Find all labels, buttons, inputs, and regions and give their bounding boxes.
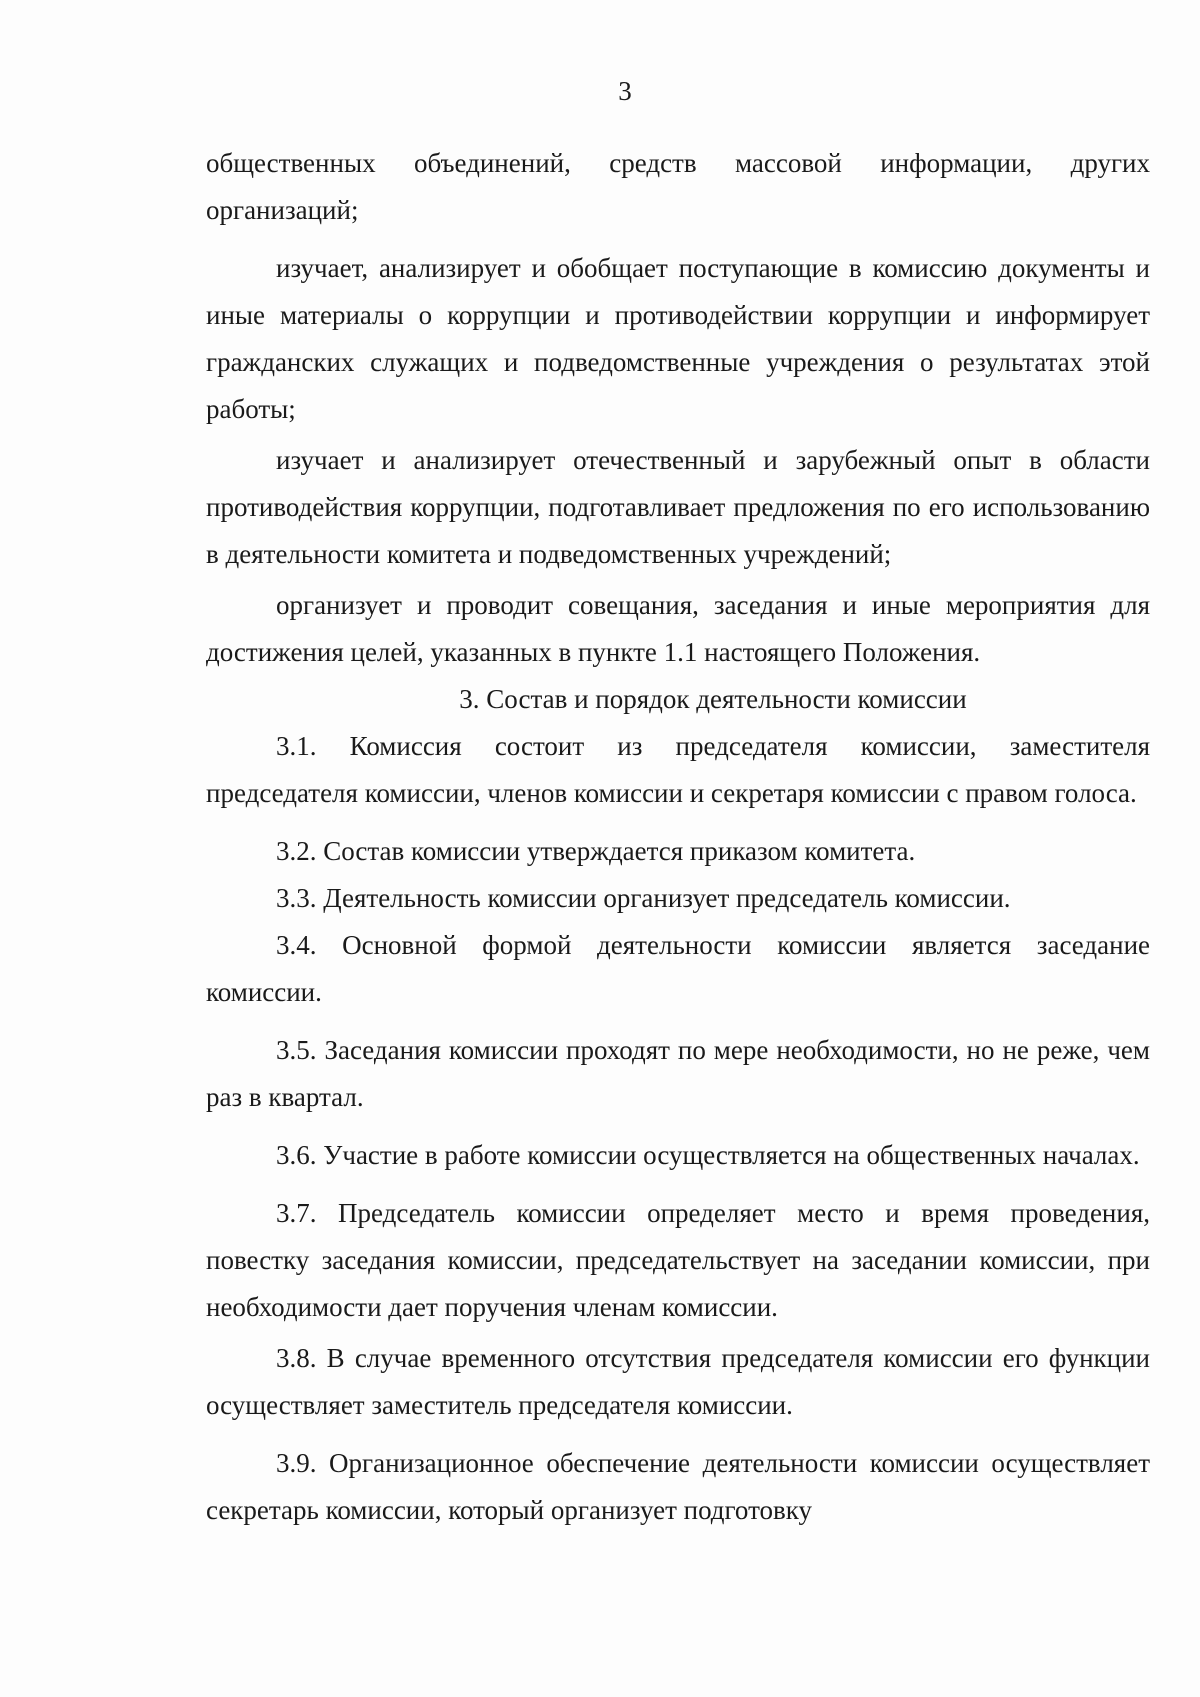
paragraph-studies-documents: изучает, анализирует и обобщает поступающие в комиссию документы и иные материалы о коррупции и противодействии коррупции и информирует гражданских служащих и подведомственные учреждения о результатах этой работы; — [206, 253, 1150, 424]
clause-3-7: 3.7. Председатель комиссии определяет место и время проведения, повестку заседания комиссии, председательствует на заседании комиссии, при необходимости дает поручения членам комиссии. — [206, 1198, 1150, 1322]
clause-3-2: 3.2. Состав комиссии утверждается приказом комитета. — [276, 836, 916, 866]
document-body — [206, 140, 1150, 1534]
page-number: 3 — [618, 76, 632, 106]
clause-3-9: 3.9. Организационное обеспечение деятельности комиссии осуществляет секретарь комиссии, который организует подготовку — [206, 1448, 1150, 1525]
section-heading: 3. Состав и порядок деятельности комиссии — [459, 684, 967, 714]
paragraph-organizes-meetings: организует и проводит совещания, заседания и иные мероприятия для достижения целей, указанных в пункте 1.1 настоящего Положения. — [206, 590, 1150, 667]
clause-3-5: 3.5. Заседания комиссии проходят по мере необходимости, но не реже, чем раз в квартал. — [206, 1035, 1150, 1112]
clause-3-1: 3.1. Комиссия состоит из председателя комиссии, заместителя председателя комиссии, членов комиссии и секретаря комиссии с правом голоса. — [206, 731, 1150, 808]
paragraph-studies-experience: изучает и анализирует отечественный и зарубежный опыт в области противодействия коррупции, подготавливает предложения по его использованию в деятельности комитета и подведомственных учреждений; — [206, 445, 1150, 569]
clause-3-4: 3.4. Основной формой деятельности комиссии является заседание комиссии. — [206, 930, 1150, 1007]
clause-3-3: 3.3. Деятельность комиссии организует председатель комиссии. — [276, 883, 1011, 913]
clause-3-6: 3.6. Участие в работе комиссии осуществляется на общественных началах. — [276, 1140, 1140, 1170]
paragraph-continuation: общественных объединений, средств массовой информации, других организаций; — [206, 148, 1150, 225]
clause-3-8: 3.8. В случае временного отсутствия председателя комиссии его функции осуществляет заместитель председателя комиссии. — [206, 1343, 1150, 1420]
